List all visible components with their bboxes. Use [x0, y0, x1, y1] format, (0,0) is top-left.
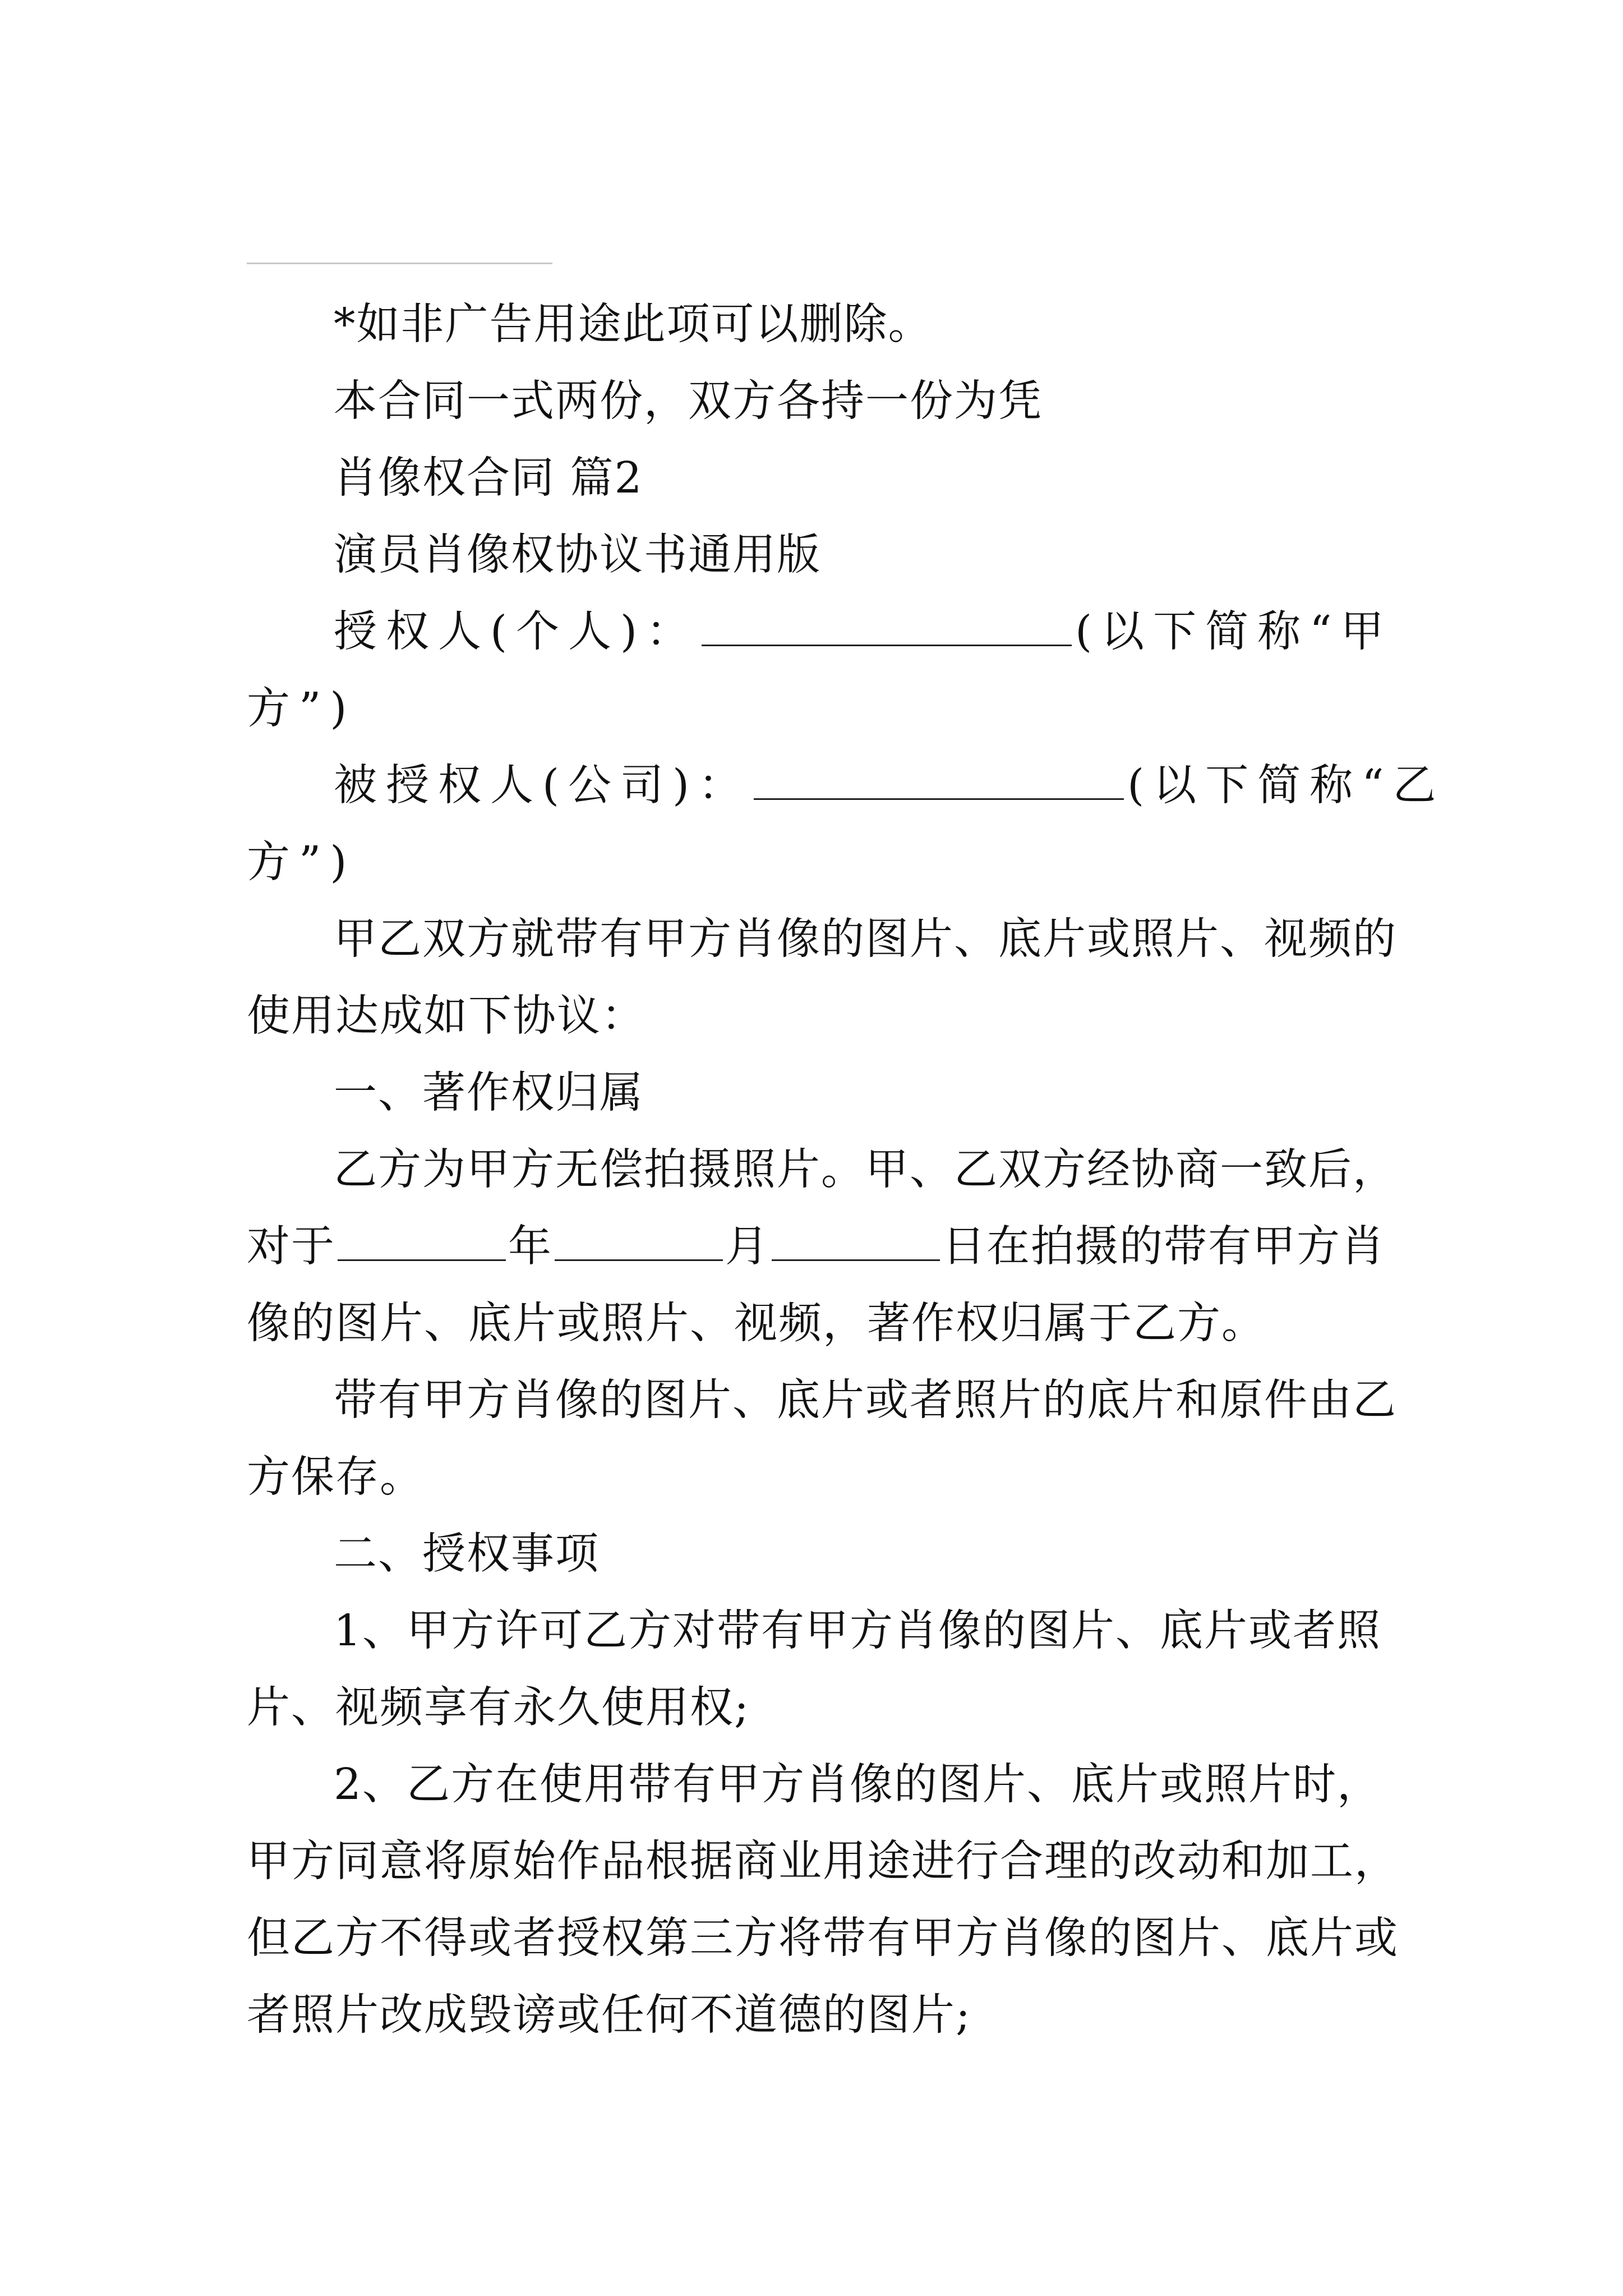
paragraph-line: 带有甲方肖像的图片、底片或者照片的底片和原件由乙 — [334, 1375, 1397, 1425]
paragraph-line: 1、甲方许可乙方对带有甲方肖像的图片、底片或者照 — [334, 1606, 1381, 1656]
party-b-label: 被授权人(公司)： — [334, 761, 751, 811]
party-b-alias: (以下简称“乙 — [1127, 761, 1445, 811]
paragraph-line: 本合同一式两份，双方各持一份为凭 — [334, 376, 1043, 426]
date-prefix: 对于 — [247, 1222, 335, 1272]
party-a-label: 授权人(个人)： — [334, 607, 699, 657]
clause-heading: 一、著作权归属 — [334, 1068, 644, 1118]
party-b-line — [247, 747, 1445, 824]
paragraph-line: 但乙方不得或者授权第三方将带有甲方肖像的图片、底片或 — [247, 1913, 1399, 1963]
year-blank[interactable] — [338, 1226, 506, 1261]
paragraph-line: 者照片改成毁谤或任何不道德的图片; — [247, 1990, 971, 2040]
note-line: *如非广告用途此项可以删除。 — [334, 300, 933, 349]
header-divider — [247, 263, 552, 264]
paragraph-line: 2、乙方在使用带有甲方肖像的图片、底片或照片时， — [334, 1760, 1381, 1810]
paragraph-line: 甲乙双方就带有甲方肖像的图片、底片或照片、视频的 — [334, 914, 1397, 964]
party-b-blank[interactable] — [754, 765, 1124, 800]
document-body — [247, 286, 1445, 2054]
month-label: 月 — [725, 1222, 769, 1272]
paragraph-line: 甲方同意将原始作品根据商业用途进行合理的改动和加工， — [247, 1837, 1399, 1887]
month-blank[interactable] — [555, 1226, 723, 1261]
paragraph-line: 方”) — [247, 684, 356, 734]
party-a-line — [247, 593, 1393, 670]
year-label: 年 — [508, 1222, 552, 1272]
paragraph-line: 方”) — [247, 838, 356, 887]
paragraph-line: 片、视频享有永久使用权; — [247, 1683, 750, 1733]
paragraph-line: 使用达成如下协议： — [247, 991, 645, 1041]
date-line — [247, 1208, 1385, 1285]
day-blank[interactable] — [772, 1226, 940, 1261]
section-title: 肖像权合同 篇2 — [334, 453, 643, 503]
party-a-alias: (以下简称“甲 — [1075, 607, 1393, 657]
party-a-blank[interactable] — [702, 611, 1072, 646]
paragraph-line: 方保存。 — [247, 1452, 424, 1502]
day-suffix: 日在拍摄的带有甲方肖 — [942, 1222, 1385, 1272]
paragraph-line: 像的图片、底片或照片、视频，著作权归属于乙方。 — [247, 1299, 1266, 1349]
clause-heading: 二、授权事项 — [334, 1529, 600, 1579]
paragraph-line: 乙方为甲方无偿拍摄照片。甲、乙双方经协商一致后， — [334, 1145, 1397, 1195]
document-title: 演员肖像权协议书通用版 — [334, 530, 821, 580]
